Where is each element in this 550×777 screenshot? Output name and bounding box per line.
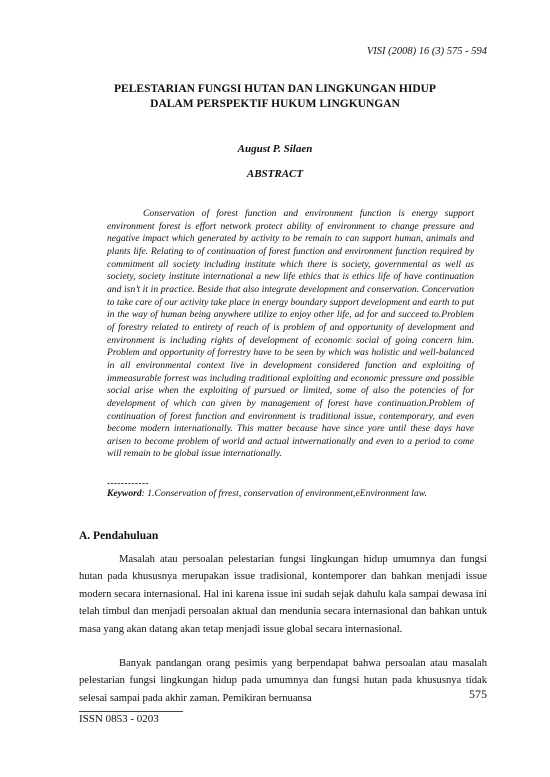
abstract-heading: ABSTRACT xyxy=(246,168,304,180)
page-number: 575 xyxy=(469,687,487,701)
footer-divider xyxy=(79,711,183,712)
abstract-text: Conservation of forest function and environment function is energy support environment forest is effort network protect ability of environment to change pressure and negative impact which generated by activity to be remain to can support human, animals and plants life. Relating to of continuation of forest function and environment function required by commitment all society including institute which there is society, governmental as well as society, society institute international a new life ethics that is ethics life of have continuation and isn’t it in practice. Beside that also integrate development and conservation. Concervation to take care of our activity take place in energy boundary support development and earth to put in the way of human being anywhere utilize to enjoy other life, ad for and succeed to.Problem of forestry related to entirety of reach of is problem of and opportunity of development and environment is including rights of development of economic social of going concern him. Problem and opportunity of forrestry have to be seen by which was holistic and well-balanced in all environmental context live in development considered function and exploiting of immeasurable forrest was including traditional exploiting and economic pressure and possible social arise when the exploiting of pursued or limited, some of also the potencies of for development of which can given by management of forest have continuation.Problem of continuation of forest function and environment is traditional issue, contemporary, and even become modern internationally. This matter because have since yore until these days have arisen to become problem of world and actual intwernationally and even to a period to come will remain to be global issue internationally. xyxy=(107,208,474,460)
article-title-line-1: PELESTARIAN FUNGSI HUTAN DAN LINGKUNGAN HIDUP xyxy=(114,83,436,95)
issn-number: ISSN 0853 - 0203 xyxy=(79,713,159,725)
body-paragraph-1: Masalah atau persoalan pelestarian fungsi lingkungan hidup umumnya dan fungsi hutan pada khususnya merupakan issue tradisional, kontemporer dan bahkan menjadi issue modern secara internasional. Hal ini karena issue ini sudah sejak dahulu kala sampai dewasa ini telah timbul dan menjadi persoalan aktual dan mendunia secara internasional dan bahkan untuk masa yang akan datang akan tetap menjadi issue global secara internasional. xyxy=(79,554,487,635)
article-title xyxy=(0,82,550,112)
abstract-separator: ------------ xyxy=(107,478,149,488)
journal-reference: VISI (2008) 16 (3) 575 - 594 xyxy=(366,46,487,57)
keyword-text: : 1.Conservation of frrest, conservation of environment,eEnvironment law. xyxy=(141,488,427,499)
article-title-line-2: DALAM PERSPEKTIF HUKUM LINGKUNGAN xyxy=(150,98,400,110)
body-paragraph-2: Banyak pandangan orang pesimis yang berpendapat bahwa persoalan atau masalah pelestarian fungsi lingkungan hidup pada umumnya dan fungsi hutan pada khususnya tidak selesai sampai pada akhir zaman. Pemikiran bernuansa xyxy=(79,658,487,704)
author-name: August P. Silaen xyxy=(237,143,313,155)
keyword-label: Keyword xyxy=(107,488,142,499)
keywords xyxy=(107,488,427,499)
section-heading: A. Pendahuluan xyxy=(79,530,159,542)
